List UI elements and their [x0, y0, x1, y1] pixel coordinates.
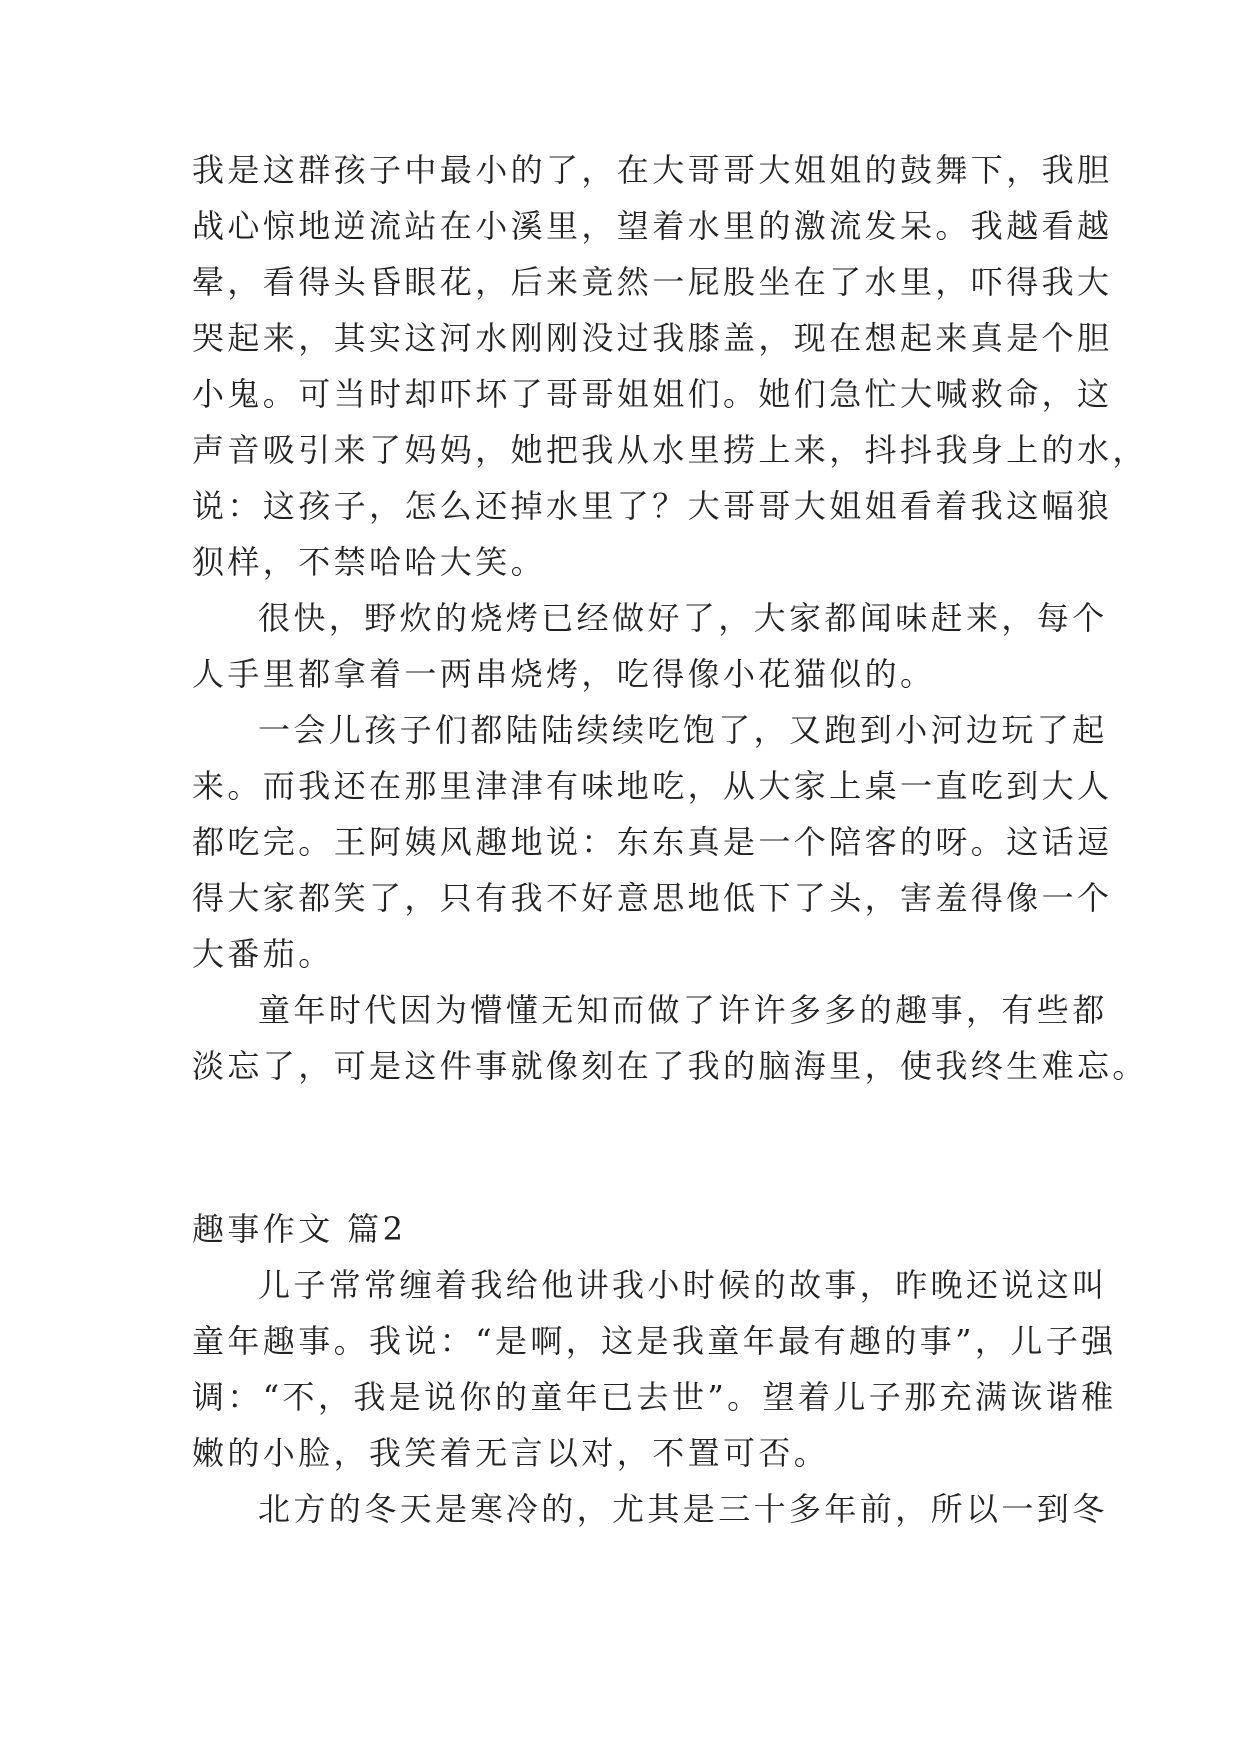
section-heading: 趣事作文 篇2 — [192, 1210, 407, 1248]
text-line: 得大家都笑了，只有我不好意思地低下了头，害羞得像一个 — [192, 879, 1113, 917]
paragraph — [192, 982, 1148, 1094]
text-line: 一会儿孩子们都陆陆续续吃饱了，又跑到小河边玩了起 — [258, 711, 1108, 749]
text-line: 北方的冬天是寒冷的，尤其是三十多年前，所以一到冬 — [258, 1490, 1108, 1528]
text-line: 战心惊地逆流站在小溪里，望着水里的激流发呆。我越看越 — [192, 207, 1113, 245]
text-line: 都吃完。王阿姨风趣地说：东东真是一个陪客的呀。这话逗 — [192, 823, 1113, 861]
paragraph — [192, 590, 1108, 702]
paragraph — [192, 1257, 1117, 1481]
essay-section-1 — [192, 142, 1148, 1094]
text-line: 声音吸引来了妈妈，她把我从水里捞上来，抖抖我身上的水， — [192, 431, 1148, 469]
text-line: 童年时代因为懵懂无知而做了许许多多的趣事，有些都 — [258, 991, 1108, 1029]
text-line: 狈样，不禁哈哈大笑。 — [192, 543, 547, 581]
paragraph — [192, 142, 1148, 590]
text-line: 嫩的小脸，我笑着无言以对，不置可否。 — [192, 1434, 830, 1472]
text-line: 哭起来，其实这河水刚刚没过我膝盖，现在想起来真是个胆 — [192, 319, 1113, 357]
text-line: 我是这群孩子中最小的了，在大哥哥大姐姐的鼓舞下，我胆 — [192, 151, 1113, 189]
text-line: 很快，野炊的烧烤已经做好了，大家都闻味赶来，每个 — [258, 599, 1108, 637]
text-line: 童年趣事。我说：“是啊，这是我童年最有趣的事”，儿子强 — [192, 1322, 1117, 1360]
text-line: 说：这孩子，怎么还掉水里了？大哥哥大姐姐看着我这幅狼 — [192, 487, 1113, 525]
text-line: 调：“不，我是说你的童年已去世”。望着儿子那充满诙谐稚 — [192, 1378, 1117, 1416]
text-line: 人手里都拿着一两串烧烤，吃得像小花猫似的。 — [192, 655, 936, 693]
text-line: 儿子常常缠着我给他讲我小时候的故事，昨晚还说这叫 — [258, 1266, 1108, 1304]
text-line: 晕，看得头昏眼花，后来竟然一屁股坐在了水里，吓得我大 — [192, 263, 1113, 301]
paragraph — [192, 702, 1113, 982]
essay-section-2 — [192, 1201, 1117, 1537]
text-line: 淡忘了，可是这件事就像刻在了我的脑海里，使我终生难忘。 — [192, 1047, 1148, 1085]
text-line: 来。而我还在那里津津有味地吃，从大家上桌一直吃到大人 — [192, 767, 1113, 805]
text-line: 大番茄。 — [192, 935, 334, 973]
text-line: 小鬼。可当时却吓坏了哥哥姐姐们。她们急忙大喊救命，这 — [192, 375, 1113, 413]
paragraph — [192, 1481, 1108, 1537]
